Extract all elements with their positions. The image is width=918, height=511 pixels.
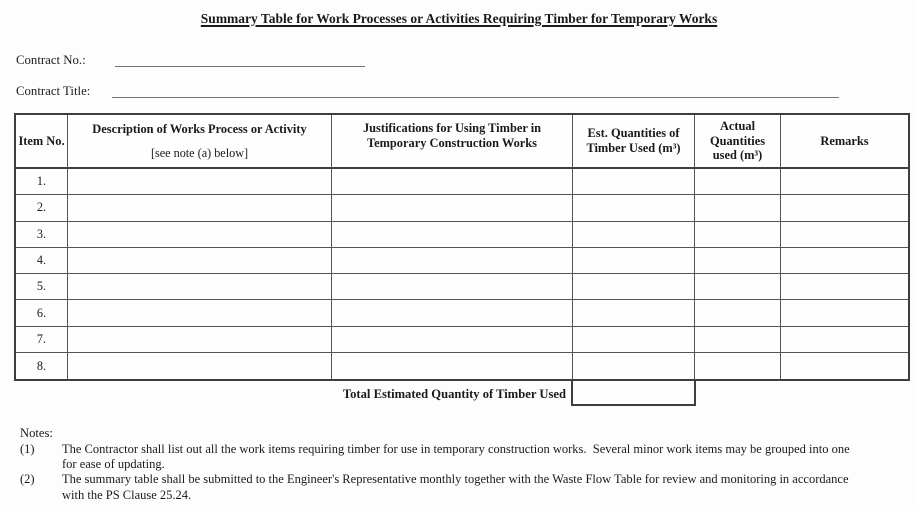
cell-justification <box>332 327 573 353</box>
cell-description <box>68 327 332 353</box>
cell-remarks <box>781 274 908 300</box>
contract-no-field <box>115 66 365 67</box>
note-text: The Contractor shall list out all the work items requiring timber for use in temporary construction works. Several minor work items may be grouped into one for ease of updating. <box>62 442 850 472</box>
row-item-number: 4. <box>16 248 68 274</box>
note-item <box>20 442 912 472</box>
page-title: Summary Table for Work Processes or Activities Requiring Timber for Temporary Works <box>200 11 718 26</box>
cell-actual-quantity <box>695 222 781 248</box>
col-header-description-title: Description of Works Process or Activity <box>92 121 307 136</box>
cell-remarks <box>781 195 908 221</box>
cell-justification <box>332 248 573 274</box>
row-item-number: 7. <box>16 327 68 353</box>
cell-remarks <box>781 222 908 248</box>
row-item-number: 8. <box>16 353 68 379</box>
col-header-remarks: Remarks <box>781 115 908 169</box>
cell-est-quantity <box>573 300 695 326</box>
col-header-actual-quantities: Actual Quantities used (m³) <box>695 115 781 169</box>
col-header-item-no: Item No. <box>16 115 68 169</box>
cell-remarks <box>781 169 908 195</box>
note-number: (1) <box>20 442 35 456</box>
cell-remarks <box>781 248 908 274</box>
cell-remarks <box>781 353 908 379</box>
cell-est-quantity <box>573 274 695 300</box>
cell-remarks <box>781 327 908 353</box>
note-item <box>20 472 912 502</box>
cell-description <box>68 222 332 248</box>
col-header-justifications: Justifications for Using Timber in Temporary Construction Works <box>332 115 573 169</box>
cell-description <box>68 248 332 274</box>
cell-actual-quantity <box>695 327 781 353</box>
row-item-number: 1. <box>16 169 68 195</box>
note-text: The summary table shall be submitted to the Engineer's Representative monthly together with the Waste Flow Table for review and monitoring in accordance with the PS Clause 25.24. <box>62 472 849 502</box>
total-value-box <box>571 379 696 406</box>
cell-justification <box>332 169 573 195</box>
col-header-description-note: [see note (a) below] <box>150 145 249 160</box>
total-label: Total Estimated Quantity of Timber Used <box>342 387 566 401</box>
cell-description <box>68 195 332 221</box>
cell-justification <box>332 353 573 379</box>
cell-actual-quantity <box>695 274 781 300</box>
contract-no-label: Contract No.: <box>16 53 86 67</box>
cell-actual-quantity <box>695 169 781 195</box>
summary-table <box>14 113 910 381</box>
cell-actual-quantity <box>695 300 781 326</box>
notes-list <box>20 442 912 503</box>
cell-actual-quantity <box>695 195 781 221</box>
contract-title-label: Contract Title: <box>16 84 91 98</box>
note-number: (2) <box>20 472 35 487</box>
row-item-number: 5. <box>16 274 68 300</box>
cell-est-quantity <box>573 327 695 353</box>
cell-est-quantity <box>573 248 695 274</box>
cell-est-quantity <box>573 169 695 195</box>
contract-title-field <box>112 97 839 98</box>
cell-remarks <box>781 300 908 326</box>
notes-heading: Notes: <box>20 426 53 440</box>
cell-actual-quantity <box>695 353 781 379</box>
cell-justification <box>332 274 573 300</box>
col-header-est-quantities: Est. Quantities of Timber Used (m³) <box>573 115 695 169</box>
cell-est-quantity <box>573 195 695 221</box>
row-item-number: 3. <box>16 222 68 248</box>
cell-description <box>68 274 332 300</box>
row-item-number: 6. <box>16 300 68 326</box>
cell-justification <box>332 195 573 221</box>
cell-est-quantity <box>573 222 695 248</box>
cell-est-quantity <box>573 353 695 379</box>
col-header-description <box>68 115 332 169</box>
cell-description <box>68 169 332 195</box>
cell-justification <box>332 222 573 248</box>
cell-actual-quantity <box>695 248 781 274</box>
cell-justification <box>332 300 573 326</box>
cell-description <box>68 353 332 379</box>
cell-description <box>68 300 332 326</box>
row-item-number: 2. <box>16 195 68 221</box>
